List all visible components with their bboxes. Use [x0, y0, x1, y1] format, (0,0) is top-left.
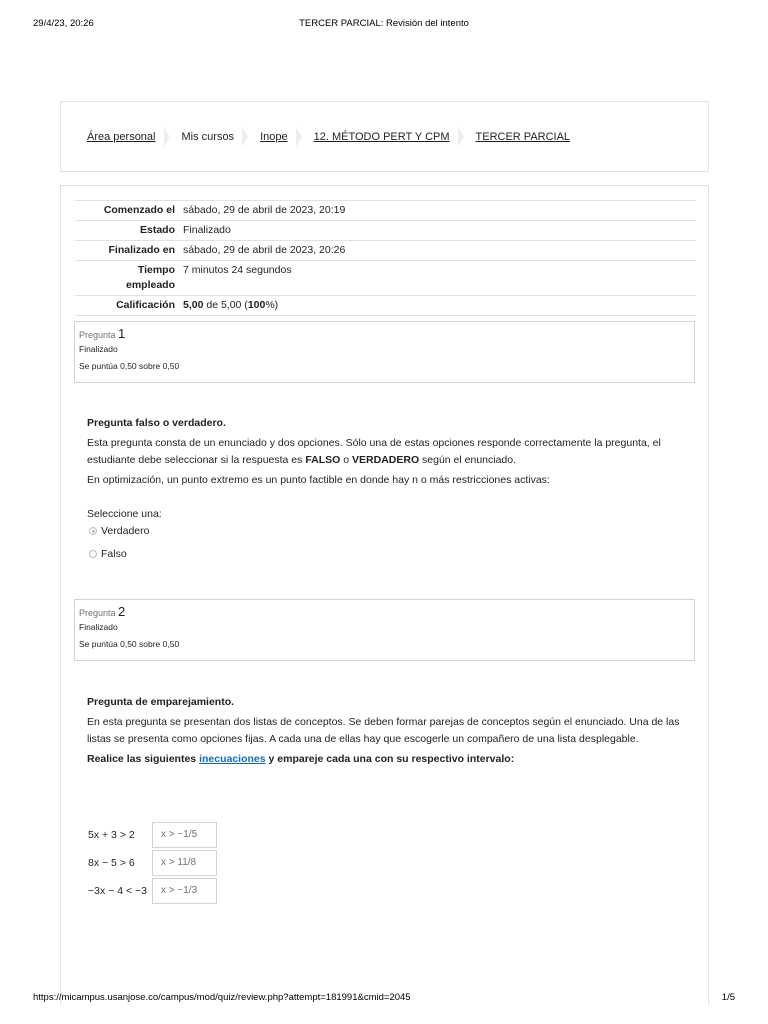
print-title: TERCER PARCIAL: Revisión del intento — [299, 18, 469, 29]
question-number — [79, 604, 690, 619]
chevron-right-icon — [458, 127, 464, 147]
chevron-right-icon — [242, 127, 248, 147]
question-status: Finalizado — [79, 622, 118, 632]
match-left: 5x + 3 > 2 — [88, 829, 135, 841]
print-header — [0, 18, 768, 32]
grade-rest: de 5,00 ( — [203, 299, 248, 311]
answer-select[interactable]: x > −1/5 — [152, 822, 217, 848]
question-number — [79, 326, 690, 341]
grade-label: Calificación — [75, 296, 179, 316]
breadcrumb-item-mis-cursos[interactable] — [182, 127, 261, 147]
question-grade: Se puntúa 0,50 sobre 0,50 — [79, 639, 180, 649]
grade-score: 5,00 — [183, 299, 204, 311]
option-label: Falso — [101, 548, 127, 560]
finished-label: Finalizado en — [75, 241, 179, 261]
question-1-info — [74, 321, 695, 383]
time-label-line1: Tiempo — [137, 264, 175, 276]
question-number-value: 1 — [118, 326, 126, 341]
question-description — [87, 435, 687, 469]
chevron-right-icon — [164, 127, 170, 147]
question-1-content — [87, 415, 687, 492]
grade-percent: 100 — [247, 299, 266, 311]
breadcrumb-link[interactable]: Mis cursos — [181, 130, 235, 143]
breadcrumb-item-inope[interactable] — [260, 127, 314, 147]
instr-part: y empareje cada una con su respectivo intervalo: — [265, 753, 515, 765]
breadcrumb — [60, 101, 709, 172]
keyword-false: FALSO — [305, 454, 341, 466]
question-description: En esta pregunta se presentan dos listas de conceptos. Se deben formar parejas de conceptos según el enunciado. Una de las listas se presenta como opciones fijas. A cada una de ellas hay que escogerle un compañero de una lista desplegable. — [87, 716, 680, 745]
time-label — [75, 261, 179, 296]
breadcrumb-link[interactable]: Área personal — [87, 130, 156, 143]
desc-part: según el enunciado. — [419, 454, 517, 466]
option-falso[interactable] — [89, 548, 127, 560]
answer-select[interactable]: x > 11/8 — [152, 850, 217, 876]
match-row — [88, 878, 217, 904]
state-value: Finalizado — [179, 221, 696, 241]
instr-part: Realice las siguientes — [87, 753, 200, 765]
question-title: Pregunta falso o verdadero. — [87, 417, 226, 429]
summary-row — [75, 201, 696, 221]
question-instruction — [87, 751, 687, 768]
print-datetime: 29/4/23, 20:26 — [33, 18, 94, 29]
option-label: Verdadero — [101, 525, 150, 537]
summary-row — [75, 296, 696, 316]
breadcrumb-link[interactable]: TERCER PARCIAL — [475, 130, 571, 143]
summary-row — [75, 261, 696, 296]
desc-part: Esta pregunta consta de un enunciado y dos opciones. Sólo una de estas opciones responde correctamente la pregunta, el estudiante debe seleccionar si la respuesta es — [87, 437, 661, 466]
time-label-line2: empleado — [125, 279, 175, 291]
question-label: Pregunta — [79, 608, 119, 618]
grade-value — [179, 296, 696, 316]
print-url: https://micampus.usanjose.co/campus/mod/quiz/review.php?attempt=181991&cmid=2045 — [33, 992, 411, 1003]
attempt-summary-table — [75, 200, 696, 316]
breadcrumb-link[interactable]: Inope — [260, 130, 288, 143]
match-left: 8x − 5 > 6 — [88, 857, 135, 869]
breadcrumb-link[interactable]: 12. MÉTODO PERT Y CPM — [313, 130, 450, 143]
keyword-true: VERDADERO — [352, 454, 420, 466]
match-row — [88, 822, 217, 848]
chevron-right-icon — [296, 127, 302, 147]
finished-value: sábado, 29 de abril de 2023, 20:26 — [179, 241, 696, 261]
grade-end: %) — [265, 299, 279, 311]
print-footer — [0, 992, 768, 1006]
answer-select[interactable]: x > −1/3 — [152, 878, 217, 904]
question-number-value: 2 — [118, 604, 126, 619]
match-left: −3x − 4 < −3 — [88, 885, 147, 897]
radio-checked-icon[interactable] — [89, 527, 97, 535]
question-grade: Se puntúa 0,50 sobre 0,50 — [79, 361, 180, 371]
question-statement: En optimización, un punto extremo es un punto factible en donde hay n o más restricciones activas: — [87, 474, 550, 486]
select-prompt: Seleccione una: — [87, 508, 162, 520]
match-row — [88, 850, 217, 876]
started-value: sábado, 29 de abril de 2023, 20:19 — [179, 201, 696, 221]
desc-part: o — [340, 454, 353, 466]
summary-row — [75, 221, 696, 241]
breadcrumb-item-area-personal[interactable] — [87, 127, 182, 147]
started-label: Comenzado el — [75, 201, 179, 221]
state-label: Estado — [75, 221, 179, 241]
question-status: Finalizado — [79, 344, 118, 354]
print-page-number: 1/5 — [721, 992, 735, 1003]
question-title: Pregunta de emparejamiento. — [87, 696, 235, 708]
question-label: Pregunta — [79, 330, 119, 340]
breadcrumb-item-pert-cpm[interactable] — [314, 127, 476, 147]
breadcrumb-item-tercer-parcial[interactable] — [476, 131, 571, 143]
question-2-content — [87, 694, 687, 771]
question-2-info — [74, 599, 695, 661]
inecuaciones-link[interactable]: inecuaciones — [199, 753, 266, 765]
summary-row — [75, 241, 696, 261]
radio-unchecked-icon[interactable] — [89, 550, 97, 558]
time-value: 7 minutos 24 segundos — [179, 261, 696, 296]
option-verdadero[interactable] — [89, 525, 149, 537]
